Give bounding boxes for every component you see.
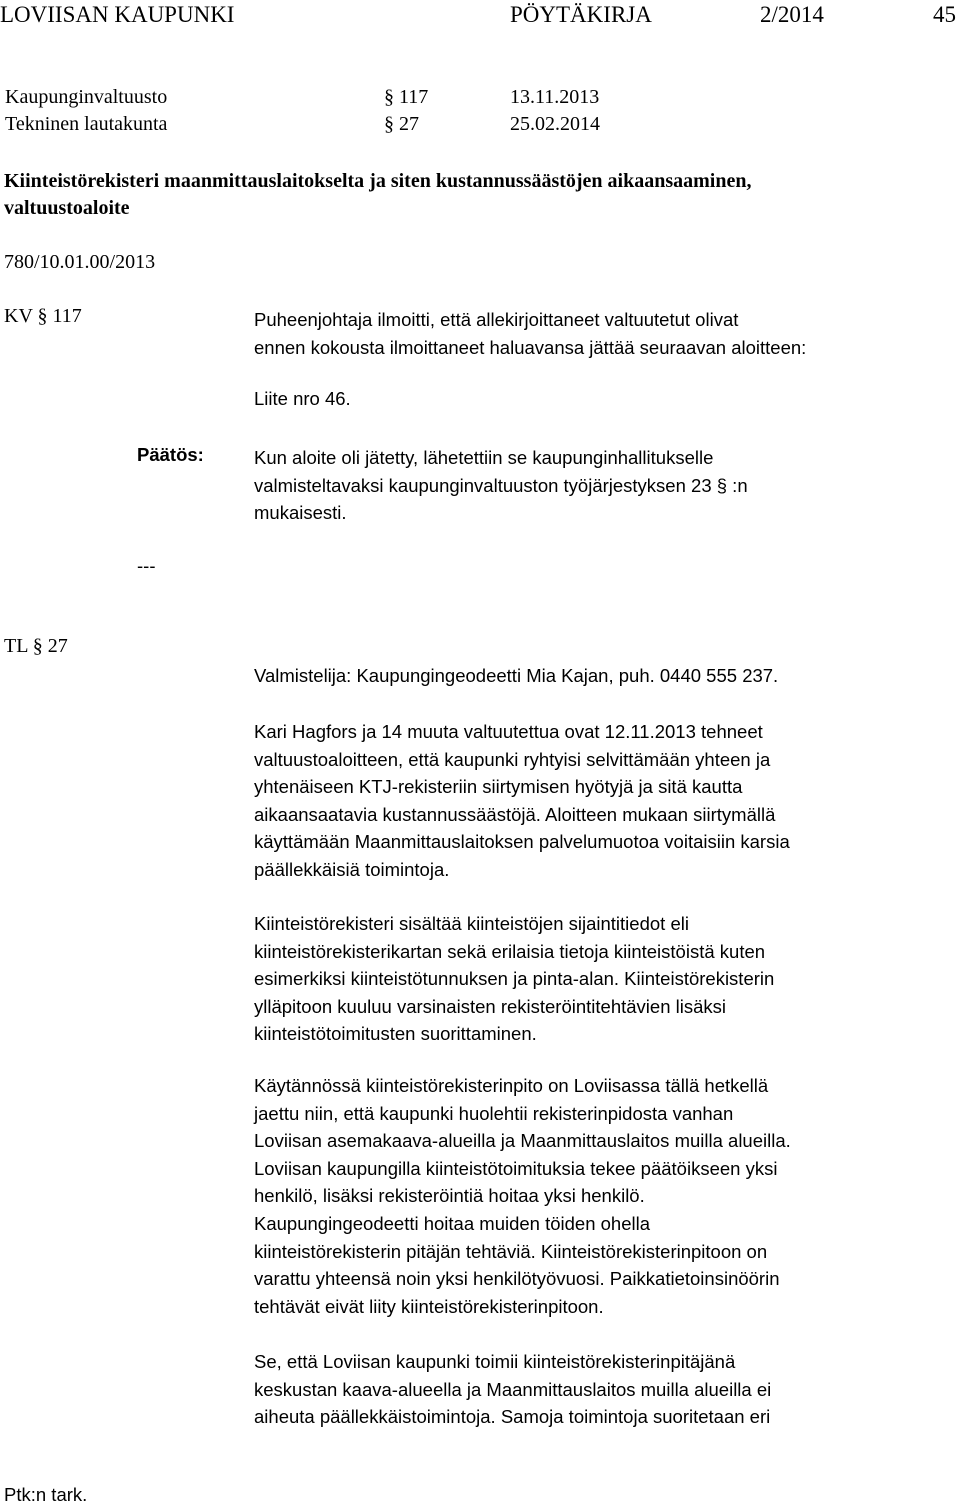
issue-number: 2/2014	[760, 2, 824, 27]
text-line: kiinteistötoimitusten suorittaminen.	[254, 1023, 537, 1045]
kv-intro	[254, 306, 944, 361]
text-line: valtuustoaloitteen, että kaupunki ryhtyisi selvittämään yhteen ja	[254, 748, 771, 770]
text-line: Kari Hagfors ja 14 muuta valtuutettua ovat 12.11.2013 tehneet	[254, 721, 763, 742]
text-line: kiinteistörekisterin pitäjän tehtäviä. Kiinteistörekisterinpitoon on	[254, 1240, 768, 1262]
tl-paragraph-4	[254, 1348, 944, 1431]
text-line: henkilö, lisäksi rekisteröintiä hoitaa yksi henkilö.	[254, 1185, 645, 1207]
meta-section: § 117	[384, 86, 429, 108]
text-line: esimerkiksi kiinteistötunnuksen ja pinta-alan. Kiinteistörekisterin	[254, 968, 775, 990]
tl-section-label: TL § 27	[4, 635, 68, 657]
document-title-line: valtuustoaloite	[4, 197, 130, 219]
meta-date: 13.11.2013	[510, 86, 600, 108]
meta-section: § 27	[384, 113, 419, 135]
text-line: Puheenjohtaja ilmoitti, että allekirjoittaneet valtuutetut olivat	[254, 309, 739, 330]
city-name: LOVIISAN KAUPUNKI	[0, 2, 235, 27]
minutes-checker-footer: Ptk:n tark.	[4, 1484, 88, 1505]
meta-body: Kaupunginvaltuusto	[5, 86, 168, 108]
text-line: ennen kokousta ilmoittaneet haluavansa jättää seuraavan aloitteen:	[254, 336, 807, 358]
page-number: 45	[933, 2, 956, 27]
tl-paragraph-2	[254, 910, 944, 1048]
text-line: käyttämään Maanmittauslaitoksen palvelumuotoa voitaisiin karsia	[254, 831, 790, 853]
text-line: Se, että Loviisan kaupunki toimii kiinteistörekisterinpitäjänä	[254, 1351, 736, 1372]
tl-paragraph-3	[254, 1072, 944, 1320]
text-line: päällekkäisiä toimintoja.	[254, 858, 450, 880]
decision-label: Päätös:	[137, 444, 204, 465]
text-line: aiheuta päällekkäistoimintoja. Samoja toimintoja suoritetaan eri	[254, 1406, 771, 1428]
text-line: Loviisan asemakaava-alueilla ja Maanmittauslaitos muilla alueilla.	[254, 1130, 791, 1152]
preparer-line: Valmistelija: Kaupungingeodeetti Mia Kajan, puh. 0440 555 237.	[254, 665, 779, 686]
text-line: jaettu niin, että kaupunki huolehtii rekisterinpidosta vanhan	[254, 1102, 734, 1124]
text-line: keskustan kaava-alueella ja Maanmittauslaitos muilla alueilla ei	[254, 1378, 772, 1400]
text-line: Loviisan kaupungilla kiinteistötoimituksia tekee päätöikseen yksi	[254, 1157, 778, 1179]
text-line: ylläpitoon kuuluu varsinaisten rekisteröintitehtävien lisäksi	[254, 995, 726, 1017]
text-line: aikaansaatavia kustannussäästöjä. Aloitteen mukaan siirtymällä	[254, 803, 776, 825]
text-line: kiinteistörekisterikartan sekä erilaisia tietoja kiinteistöistä kuten	[254, 940, 766, 962]
text-line: Kiinteistörekisteri sisältää kiinteistöjen sijaintitiedot eli	[254, 913, 689, 934]
text-line: valmisteltavaksi kaupunginvaltuuston työjärjestyksen 23 § :n	[254, 474, 748, 496]
attachment-reference: Liite nro 46.	[254, 388, 351, 409]
section-separator: ---	[137, 555, 156, 576]
meta-body: Tekninen lautakunta	[5, 113, 168, 135]
text-line: mukaisesti.	[254, 502, 347, 524]
text-line: yhtenäiseen KTJ-rekisteriin siirtymisen hyötyjä ja sitä kautta	[254, 776, 743, 798]
text-line: Kaupungingeodeetti hoitaa muiden töiden ohella	[254, 1212, 651, 1234]
reference-number: 780/10.01.00/2013	[4, 251, 156, 273]
kv-section-label: KV § 117	[4, 305, 82, 327]
meta-date: 25.02.2014	[510, 113, 600, 135]
kv-decision	[254, 444, 944, 527]
text-line: Käytännössä kiinteistörekisterinpito on Loviisassa tällä hetkellä	[254, 1075, 769, 1096]
text-line: Kun aloite oli jätetty, lähetettiin se kaupunginhallitukselle	[254, 447, 714, 468]
tl-paragraph-1	[254, 718, 944, 884]
text-line: tehtävät eivät liity kiinteistörekisterinpitoon.	[254, 1295, 604, 1317]
document-title-line: Kiinteistörekisteri maanmittauslaitokselta ja siten kustannussäästöjen aikaansaaminen,	[4, 170, 752, 192]
document-type: PÖYTÄKIRJA	[510, 2, 652, 27]
text-line: varattu yhteensä noin yksi henkilötyövuosi. Paikkatietoinsinöörin	[254, 1268, 780, 1290]
